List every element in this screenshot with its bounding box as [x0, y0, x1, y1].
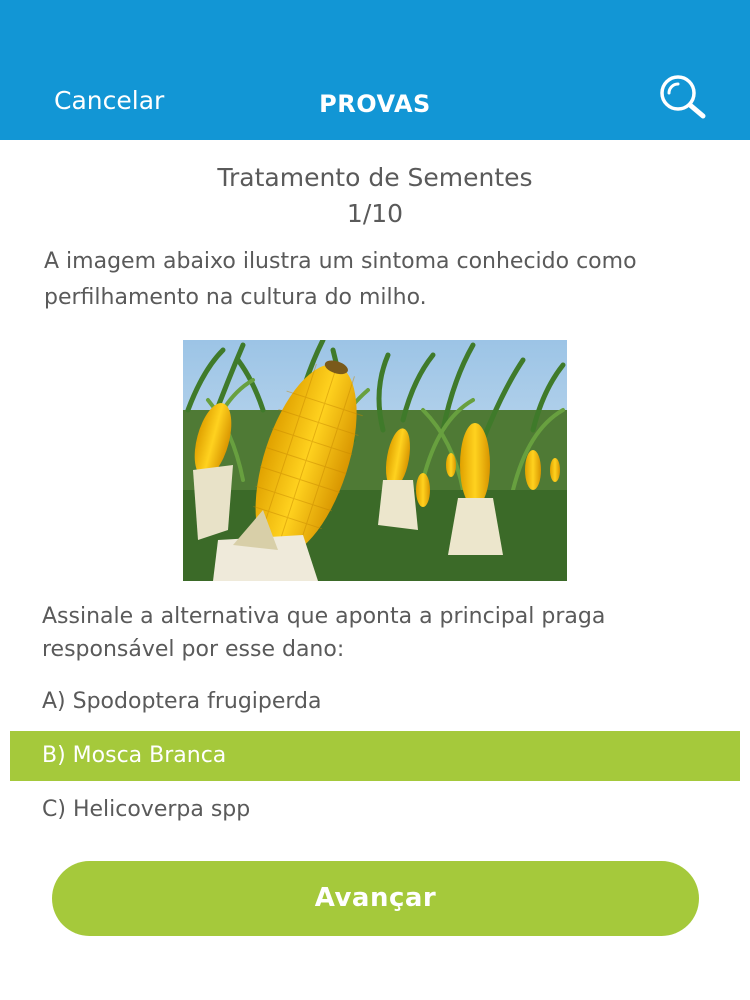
instruction-text: Assinale a alternativa que aponta a principal praga responsável por esse dano:	[42, 604, 606, 662]
option-a[interactable]: A) Spodoptera frugiperda	[42, 689, 322, 714]
app-header	[0, 0, 750, 140]
page-title: PROVAS	[319, 90, 431, 118]
corn-field-photo	[183, 340, 567, 581]
quiz-header	[0, 160, 750, 232]
cancel-button[interactable]: Cancelar	[54, 86, 165, 115]
advance-button[interactable]: Avançar	[52, 861, 699, 936]
question-text: A imagem abaixo ilustra um sintoma conhecido como perfilhamento na cultura do milho.	[44, 249, 637, 310]
option-c[interactable]: C) Helicoverpa spp	[42, 797, 251, 822]
quiz-title: Tratamento de Sementes	[217, 163, 533, 192]
option-b-selected[interactable]: B) Mosca Branca	[10, 731, 740, 781]
question-counter: 1/10	[346, 199, 404, 228]
search-icon[interactable]	[658, 74, 708, 120]
